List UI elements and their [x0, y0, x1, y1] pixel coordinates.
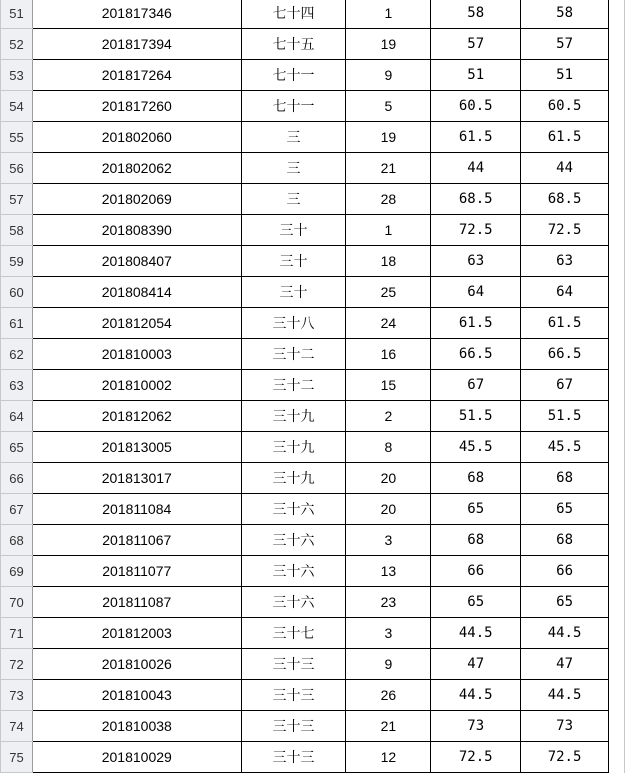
cell-score[interactable]: 47	[431, 649, 521, 680]
cell-class[interactable]: 三十二	[241, 339, 346, 370]
cell-total[interactable]: 72.5	[521, 215, 609, 246]
cell-score[interactable]: 65	[431, 494, 521, 525]
cell-score[interactable]: 44.5	[431, 680, 521, 711]
cell-class[interactable]: 三十九	[241, 432, 346, 463]
cell-total[interactable]: 66	[521, 556, 609, 587]
cell-score[interactable]: 58	[431, 0, 521, 29]
cell-student-id[interactable]: 201811087	[32, 587, 241, 618]
cell-class[interactable]: 三十二	[241, 370, 346, 401]
cell-score[interactable]: 67	[431, 370, 521, 401]
cell-class[interactable]: 三	[241, 153, 346, 184]
cell-empty[interactable]	[609, 91, 625, 122]
cell-score[interactable]: 66.5	[431, 339, 521, 370]
row-header[interactable]: 63	[1, 370, 33, 401]
cell-class[interactable]: 三十三	[241, 649, 346, 680]
table-row	[1, 0, 625, 29]
cell-total[interactable]: 58	[521, 0, 609, 29]
cell-student-id[interactable]: 201811084	[32, 494, 241, 525]
cell-empty[interactable]	[609, 215, 625, 246]
cell-seat-number[interactable]: 9	[346, 649, 431, 680]
cell-class[interactable]: 七十一	[241, 91, 346, 122]
table-row	[1, 60, 625, 91]
cell-student-id[interactable]: 201810038	[32, 711, 241, 742]
cell-empty[interactable]	[609, 556, 625, 587]
cell-seat-number[interactable]: 28	[346, 184, 431, 215]
row-header[interactable]: 64	[1, 401, 33, 432]
cell-empty[interactable]	[609, 618, 625, 649]
cell-total[interactable]: 57	[521, 29, 609, 60]
cell-empty[interactable]	[609, 494, 625, 525]
cell-seat-number[interactable]: 25	[346, 277, 431, 308]
cell-empty[interactable]	[609, 649, 625, 680]
cell-total[interactable]: 51.5	[521, 401, 609, 432]
cell-score[interactable]: 65	[431, 587, 521, 618]
cell-total[interactable]: 67	[521, 370, 609, 401]
cell-student-id[interactable]: 201817260	[32, 91, 241, 122]
cell-empty[interactable]	[609, 339, 625, 370]
cell-seat-number[interactable]: 19	[346, 122, 431, 153]
cell-empty[interactable]	[609, 122, 625, 153]
cell-empty[interactable]	[609, 153, 625, 184]
cell-seat-number[interactable]: 8	[346, 432, 431, 463]
table-row	[1, 494, 625, 525]
table-row	[1, 587, 625, 618]
cell-total[interactable]: 73	[521, 711, 609, 742]
cell-empty[interactable]	[609, 525, 625, 556]
cell-class[interactable]: 三十九	[241, 463, 346, 494]
row-header[interactable]: 66	[1, 463, 33, 494]
cell-class[interactable]: 三十六	[241, 556, 346, 587]
cell-student-id[interactable]: 201802069	[32, 184, 241, 215]
cell-score[interactable]: 51.5	[431, 401, 521, 432]
cell-score[interactable]: 68.5	[431, 184, 521, 215]
cell-class[interactable]: 三十三	[241, 680, 346, 711]
cell-score[interactable]: 61.5	[431, 122, 521, 153]
cell-student-id[interactable]: 201811077	[32, 556, 241, 587]
cell-seat-number[interactable]: 16	[346, 339, 431, 370]
cell-class[interactable]: 七十四	[241, 0, 346, 29]
row-header[interactable]: 51	[1, 0, 33, 29]
cell-empty[interactable]	[609, 308, 625, 339]
row-header[interactable]: 62	[1, 339, 33, 370]
table-row	[1, 153, 625, 184]
row-header[interactable]: 58	[1, 215, 33, 246]
cell-score[interactable]: 51	[431, 60, 521, 91]
cell-student-id[interactable]: 201813005	[32, 432, 241, 463]
cell-class[interactable]: 三十	[241, 277, 346, 308]
cell-score[interactable]: 57	[431, 29, 521, 60]
cell-class[interactable]: 三十六	[241, 525, 346, 556]
cell-total[interactable]: 44.5	[521, 680, 609, 711]
cell-class[interactable]: 三十六	[241, 587, 346, 618]
cell-seat-number[interactable]: 1	[346, 0, 431, 29]
cell-student-id[interactable]: 201812062	[32, 401, 241, 432]
cell-total[interactable]: 47	[521, 649, 609, 680]
cell-empty[interactable]	[609, 370, 625, 401]
cell-seat-number[interactable]: 18	[346, 246, 431, 277]
cell-class[interactable]: 三十	[241, 215, 346, 246]
cell-total[interactable]: 51	[521, 60, 609, 91]
cell-class[interactable]: 三十九	[241, 401, 346, 432]
cell-empty[interactable]	[609, 680, 625, 711]
cell-class[interactable]: 三十七	[241, 618, 346, 649]
cell-seat-number[interactable]: 13	[346, 556, 431, 587]
table-row	[1, 711, 625, 742]
cell-seat-number[interactable]: 15	[346, 370, 431, 401]
table-row	[1, 122, 625, 153]
cell-empty[interactable]	[609, 432, 625, 463]
table-row	[1, 401, 625, 432]
cell-student-id[interactable]: 201817264	[32, 60, 241, 91]
cell-empty[interactable]	[609, 463, 625, 494]
cell-seat-number[interactable]: 21	[346, 153, 431, 184]
cell-class[interactable]: 三	[241, 184, 346, 215]
table-row	[1, 277, 625, 308]
cell-seat-number[interactable]: 21	[346, 711, 431, 742]
cell-empty[interactable]	[609, 277, 625, 308]
cell-seat-number[interactable]: 12	[346, 742, 431, 773]
row-header[interactable]: 59	[1, 246, 33, 277]
cell-score[interactable]: 64	[431, 277, 521, 308]
cell-empty[interactable]	[609, 0, 625, 29]
cell-seat-number[interactable]: 3	[346, 618, 431, 649]
row-header[interactable]: 55	[1, 122, 33, 153]
cell-student-id[interactable]: 201808407	[32, 246, 241, 277]
cell-total[interactable]: 68.5	[521, 184, 609, 215]
cell-seat-number[interactable]: 26	[346, 680, 431, 711]
cell-score[interactable]: 60.5	[431, 91, 521, 122]
cell-seat-number[interactable]: 24	[346, 308, 431, 339]
table-row	[1, 525, 625, 556]
cell-class[interactable]: 三十八	[241, 308, 346, 339]
table-row	[1, 339, 625, 370]
row-header[interactable]: 61	[1, 308, 33, 339]
row-header[interactable]: 71	[1, 618, 33, 649]
cell-seat-number[interactable]: 3	[346, 525, 431, 556]
cell-class[interactable]: 三十三	[241, 711, 346, 742]
row-header[interactable]: 69	[1, 556, 33, 587]
table-row	[1, 246, 625, 277]
cell-student-id[interactable]: 201808390	[32, 215, 241, 246]
cell-total[interactable]: 66.5	[521, 339, 609, 370]
cell-seat-number[interactable]: 20	[346, 463, 431, 494]
cell-class[interactable]: 三	[241, 122, 346, 153]
row-header[interactable]: 60	[1, 277, 33, 308]
cell-seat-number[interactable]: 2	[346, 401, 431, 432]
cell-class[interactable]: 三十	[241, 246, 346, 277]
table-row	[1, 184, 625, 215]
cell-score[interactable]: 68	[431, 525, 521, 556]
table-row	[1, 91, 625, 122]
cell-student-id[interactable]: 201812054	[32, 308, 241, 339]
cell-score[interactable]: 66	[431, 556, 521, 587]
table-body	[1, 0, 625, 773]
cell-class[interactable]: 七十一	[241, 60, 346, 91]
table-row	[1, 308, 625, 339]
row-header[interactable]: 57	[1, 184, 33, 215]
row-header[interactable]: 75	[1, 742, 33, 773]
cell-student-id[interactable]: 201813017	[32, 463, 241, 494]
table-row	[1, 370, 625, 401]
table-row	[1, 742, 625, 773]
cell-empty[interactable]	[609, 742, 625, 773]
cell-student-id[interactable]: 201802062	[32, 153, 241, 184]
cell-class[interactable]: 三十三	[241, 742, 346, 773]
cell-score[interactable]: 73	[431, 711, 521, 742]
row-header[interactable]: 67	[1, 494, 33, 525]
row-header[interactable]: 73	[1, 680, 33, 711]
row-header[interactable]: 52	[1, 29, 33, 60]
cell-score[interactable]: 44	[431, 153, 521, 184]
row-header[interactable]: 68	[1, 525, 33, 556]
row-header[interactable]: 72	[1, 649, 33, 680]
cell-score[interactable]: 63	[431, 246, 521, 277]
cell-student-id[interactable]: 201811067	[32, 525, 241, 556]
cell-student-id[interactable]: 201817394	[32, 29, 241, 60]
row-header[interactable]: 54	[1, 91, 33, 122]
cell-seat-number[interactable]: 9	[346, 60, 431, 91]
cell-student-id[interactable]: 201810029	[32, 742, 241, 773]
cell-total[interactable]: 60.5	[521, 91, 609, 122]
cell-total[interactable]: 63	[521, 246, 609, 277]
row-header[interactable]: 53	[1, 60, 33, 91]
cell-student-id[interactable]: 201808414	[32, 277, 241, 308]
row-header[interactable]: 70	[1, 587, 33, 618]
cell-empty[interactable]	[609, 184, 625, 215]
cell-total[interactable]: 61.5	[521, 122, 609, 153]
cell-student-id[interactable]: 201817346	[32, 0, 241, 29]
cell-seat-number[interactable]: 20	[346, 494, 431, 525]
cell-empty[interactable]	[609, 711, 625, 742]
cell-empty[interactable]	[609, 60, 625, 91]
cell-total[interactable]: 44.5	[521, 618, 609, 649]
cell-seat-number[interactable]: 5	[346, 91, 431, 122]
cell-empty[interactable]	[609, 587, 625, 618]
cell-class[interactable]: 三十六	[241, 494, 346, 525]
cell-score[interactable]: 61.5	[431, 308, 521, 339]
cell-total[interactable]: 68	[521, 463, 609, 494]
cell-total[interactable]: 44	[521, 153, 609, 184]
cell-student-id[interactable]: 201812003	[32, 618, 241, 649]
row-header[interactable]: 74	[1, 711, 33, 742]
table-row	[1, 432, 625, 463]
cell-score[interactable]: 68	[431, 463, 521, 494]
row-header[interactable]: 65	[1, 432, 33, 463]
cell-seat-number[interactable]: 23	[346, 587, 431, 618]
cell-total[interactable]: 68	[521, 525, 609, 556]
cell-total[interactable]: 65	[521, 494, 609, 525]
table-row	[1, 649, 625, 680]
cell-total[interactable]: 72.5	[521, 742, 609, 773]
table-row	[1, 463, 625, 494]
table-row	[1, 556, 625, 587]
cell-empty[interactable]	[609, 29, 625, 60]
cell-student-id[interactable]: 201810003	[32, 339, 241, 370]
cell-total[interactable]: 61.5	[521, 308, 609, 339]
cell-seat-number[interactable]: 1	[346, 215, 431, 246]
cell-total[interactable]: 64	[521, 277, 609, 308]
table-row	[1, 29, 625, 60]
cell-student-id[interactable]: 201810002	[32, 370, 241, 401]
cell-seat-number[interactable]: 19	[346, 29, 431, 60]
table-row	[1, 680, 625, 711]
cell-total[interactable]: 45.5	[521, 432, 609, 463]
cell-empty[interactable]	[609, 401, 625, 432]
cell-score[interactable]: 44.5	[431, 618, 521, 649]
table-row	[1, 215, 625, 246]
cell-total[interactable]: 65	[521, 587, 609, 618]
row-header[interactable]: 56	[1, 153, 33, 184]
cell-score[interactable]: 72.5	[431, 742, 521, 773]
cell-student-id[interactable]: 201802060	[32, 122, 241, 153]
cell-class[interactable]: 七十五	[241, 29, 346, 60]
cell-score[interactable]: 45.5	[431, 432, 521, 463]
cell-student-id[interactable]: 201810026	[32, 649, 241, 680]
table-row	[1, 618, 625, 649]
cell-score[interactable]: 72.5	[431, 215, 521, 246]
cell-empty[interactable]	[609, 246, 625, 277]
cell-student-id[interactable]: 201810043	[32, 680, 241, 711]
